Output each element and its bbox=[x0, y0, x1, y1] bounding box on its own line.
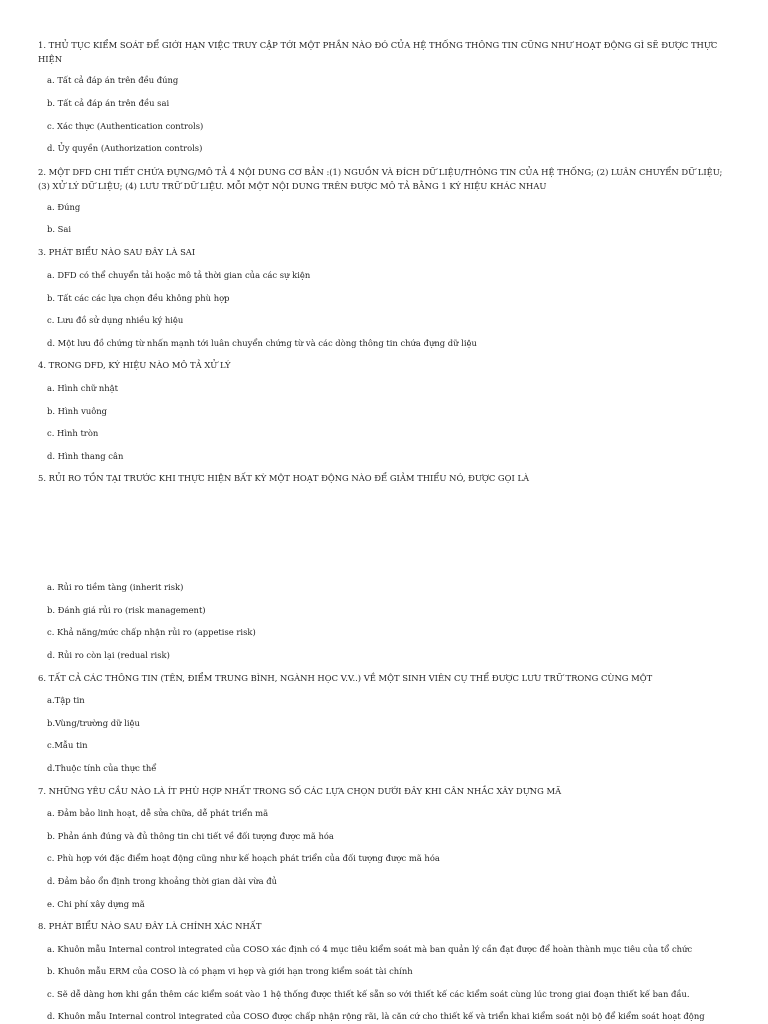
question-5-text: 5. RỦI RO TỒN TẠI TRƯỚC KHI THỰC HIỆN BẤT KỲ MỘT HOẠT ĐỘNG NÀO ĐỂ GIẢM THIỂU NÓ, ĐƯỢC GỌI LÀ bbox=[38, 473, 530, 483]
question-8-option-c: c. Sẽ dễ dàng hơn khi gắn thêm các kiểm soát vào 1 hệ thống được thiết kế sẵn so với thiết kế các kiểm soát cùng lúc trong giai đoạn thiết kế ban đầu. bbox=[47, 989, 690, 999]
question-7-option-e: e. Chi phí xây dựng mã bbox=[47, 899, 145, 909]
question-6-text: 6. TẤT CẢ CÁC THÔNG TIN (TÊN, ĐIỂM TRUNG BÌNH, NGÀNH HỌC V.V..) VỀ MỘT SINH VIÊN CỤ THỂ ĐƯỢC LƯU TRỮ TRONG CÙNG MỘT bbox=[38, 673, 653, 683]
question-4-text: 4. TRONG DFD, KÝ HIỆU NÀO MÔ TẢ XỬ LÝ bbox=[38, 360, 231, 370]
question-5-option-b: b. Đánh giá rủi ro (risk management) bbox=[47, 605, 206, 615]
question-1-option-c: c. Xác thực (Authentication controls) bbox=[47, 121, 204, 131]
question-7-option-c: c. Phù hợp với đặc điểm hoạt động cũng như kế hoạch phát triển của đối tượng được mã hóa bbox=[47, 853, 440, 863]
question-7-option-a: a. Đảm bảo linh hoạt, dễ sửa chữa, dễ phát triển mã bbox=[47, 808, 269, 818]
question-2-option-a: a. Đúng bbox=[47, 202, 81, 212]
question-1-text: 1. THỦ TỤC KIỂM SOÁT ĐỂ GIỚI HẠN VIỆC TRUY CẬP TỚI MỘT PHẦN NÀO ĐÓ CỦA HỆ THỐNG THÔNG TIN CŨNG NHƯ HOẠT ĐỘNG GÌ SẼ ĐƯỢC THỰC HIỆN bbox=[38, 40, 718, 64]
question-1-option-b: b. Tất cả đáp án trên đều sai bbox=[47, 98, 170, 108]
question-4-option-a: a. Hình chữ nhật bbox=[47, 383, 119, 393]
question-8-option-a: a. Khuôn mẫu Internal control integrated của COSO xác định có 4 mục tiêu kiểm soát mà ban quản lý cần đạt được để hoàn thành mục tiêu của tổ chức bbox=[47, 944, 693, 954]
question-1-option-a: a. Tất cả đáp án trên đều đúng bbox=[47, 75, 179, 85]
question-3-option-d: d. Một lưu đồ chứng từ nhấn mạnh tới luân chuyển chứng từ và các dòng thông tin chứa đựng dữ liệu bbox=[47, 338, 477, 348]
question-2-option-b: b. Sai bbox=[47, 224, 72, 234]
question-3-option-c: c. Lưu đồ sử dụng nhiều ký hiệu bbox=[47, 315, 184, 325]
question-3-text: 3. PHÁT BIỂU NÀO SAU ĐÂY LÀ SAI bbox=[38, 247, 196, 257]
question-8-option-b: b. Khuôn mẫu ERM của COSO là có phạm vi hẹp và giới hạn trong kiểm soát tài chính bbox=[47, 966, 413, 976]
question-4-option-c: c. Hình tròn bbox=[47, 428, 99, 438]
question-6-option-b: b.Vùng/trường dữ liệu bbox=[47, 718, 140, 728]
question-5-option-d: d. Rủi ro còn lại (redual risk) bbox=[47, 650, 170, 660]
question-6-option-a: a.Tập tin bbox=[47, 695, 85, 705]
question-1-option-d: d. Ủy quyền (Authorization controls) bbox=[47, 143, 203, 153]
question-4-option-d: d. Hình thang cân bbox=[47, 451, 124, 461]
question-2-text: 2. MỘT DFD CHI TIẾT CHỨA ĐỰNG/MÔ TẢ 4 NỘI DUNG CƠ BẢN :(1) NGUỒN VÀ ĐÍCH DỮ LIỆU/THÔNG TIN CỦA HỆ THỐNG; (2) LUÂN CHUYỂN DỮ LIỆU; (3) XỬ LÝ DỮ LIỆU; (4) LƯU TRỮ DỮ LIỆU. MỖI MỘT NỘI DUNG TRÊN ĐƯỢC MÔ TẢ BẰNG 1 KÝ HIỆU KHÁC NHAU bbox=[38, 167, 723, 191]
question-7-option-b: b. Phản ánh đúng và đủ thông tin chi tiết về đối tượng được mã hóa bbox=[47, 831, 334, 841]
question-7-text: 7. NHỮNG YÊU CẦU NÀO LÀ ÍT PHÙ HỢP NHẤT TRONG SỐ CÁC LỰA CHỌN DƯỚI ĐÂY KHI CÂN NHẮC XÂY DỰNG MÃ bbox=[38, 786, 562, 796]
question-8-text: 8. PHÁT BIỂU NÀO SAU ĐÂY LÀ CHÍNH XÁC NHẤT bbox=[38, 921, 262, 931]
question-6-option-c: c.Mẫu tin bbox=[47, 740, 88, 750]
question-3-option-b: b. Tất các các lựa chọn đều không phù hợp bbox=[47, 293, 230, 303]
question-6-option-d: d.Thuộc tính của thực thể bbox=[47, 763, 157, 773]
question-7-option-d: d. Đảm bảo ổn định trong khoảng thời gian dài vừa đủ bbox=[47, 876, 277, 886]
question-3-option-a: a. DFD có thể chuyển tải hoặc mô tả thời gian của các sự kiện bbox=[47, 270, 311, 280]
question-8-option-d: d. Khuôn mẫu Internal control integrated của COSO được chấp nhận rộng rãi, là căn cứ cho thiết kế và triển khai kiểm soát nội bộ để kiểm soát hoạt động bbox=[47, 1011, 705, 1021]
question-5-option-a: a. Rủi ro tiềm tàng (inherit risk) bbox=[47, 582, 184, 592]
question-4-option-b: b. Hình vuông bbox=[47, 406, 108, 416]
question-5-option-c: c. Khả năng/mức chấp nhận rủi ro (appetise risk) bbox=[47, 627, 256, 637]
